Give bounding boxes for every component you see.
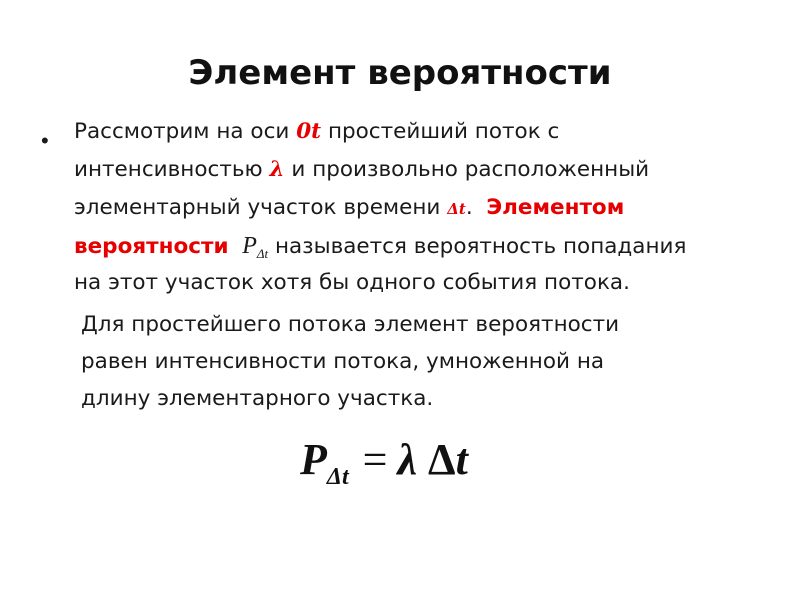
text-segment: простейший поток с	[321, 119, 560, 144]
formula-delta: Δ	[427, 435, 456, 484]
paragraph-line-5: на этот участок хотя бы одного события потока.	[74, 270, 630, 295]
paragraph2-line-3: длину элементарного участка.	[81, 386, 434, 411]
formula-p: P	[300, 435, 327, 484]
text-segment: .	[465, 195, 487, 220]
probability-formula	[300, 432, 468, 505]
axis-label-0t: 0t	[296, 119, 322, 144]
paragraph-line-1	[74, 115, 559, 149]
text-segment: Рассмотрим на оси	[74, 119, 297, 144]
p-letter: P	[242, 233, 257, 259]
term-highlight: Элементом	[486, 195, 625, 220]
delta-t-symbol: Δt	[447, 200, 466, 218]
text-segment: и произвольно расположенный	[284, 157, 650, 182]
lambda-symbol: λ	[269, 157, 285, 182]
formula-equals: =	[362, 435, 388, 484]
slide-title: Элемент вероятности	[188, 53, 612, 93]
text-segment: интенсивностью	[74, 157, 270, 182]
p-subscript: Δt	[256, 246, 269, 261]
p-delta-t-symbol	[242, 233, 268, 259]
formula-lambda: λ	[397, 435, 417, 484]
bullet-marker: •	[41, 128, 49, 153]
paragraph2-line-2: равен интенсивности потока, умноженной на	[81, 349, 605, 374]
text-segment: элементарный участок времени	[74, 195, 448, 220]
term-highlight: вероятности	[74, 234, 229, 259]
paragraph-line-4	[74, 229, 686, 271]
paragraph-line-3	[74, 191, 624, 226]
formula-subscript: Δt	[326, 464, 349, 490]
paragraph2-line-1: Для простейшего потока элемент вероятности	[81, 312, 620, 337]
text-segment: называется вероятность попадания	[268, 234, 687, 259]
paragraph-line-2	[74, 153, 649, 187]
formula-t: t	[455, 435, 468, 484]
